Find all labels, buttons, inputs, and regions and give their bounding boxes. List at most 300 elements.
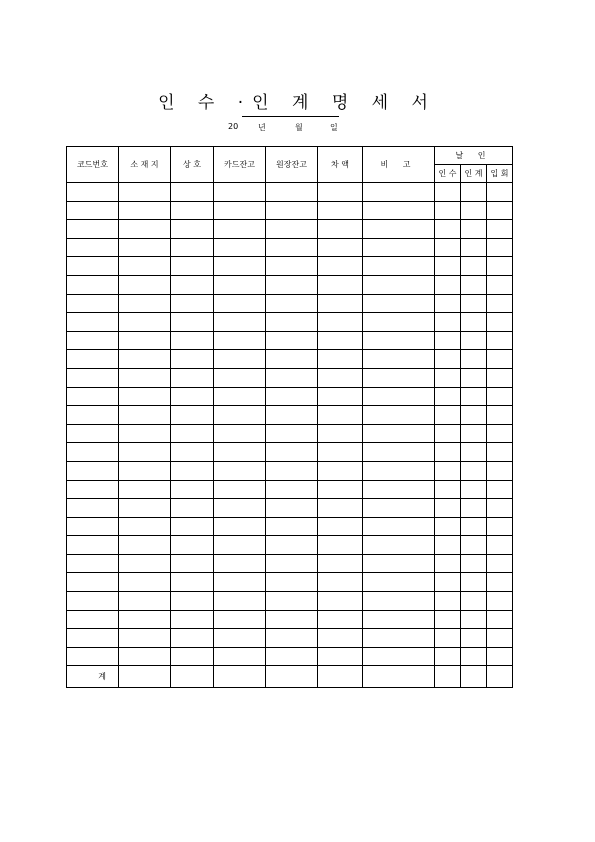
table-cell[interactable] — [487, 201, 513, 220]
table-cell[interactable] — [214, 350, 266, 369]
table-cell[interactable] — [119, 536, 171, 555]
header-card-balance: 카드잔고 — [214, 147, 266, 183]
table-cell[interactable] — [171, 536, 214, 555]
table-cell[interactable] — [119, 238, 171, 257]
table-cell[interactable] — [171, 294, 214, 313]
table-cell[interactable] — [119, 647, 171, 666]
table-cell[interactable] — [435, 238, 461, 257]
table-cell[interactable] — [67, 480, 119, 499]
table-cell[interactable] — [318, 294, 363, 313]
total-cell[interactable] — [171, 666, 214, 688]
table-cell[interactable] — [487, 313, 513, 332]
table-cell[interactable] — [214, 480, 266, 499]
table-cell[interactable] — [318, 443, 363, 462]
table-cell[interactable] — [461, 387, 487, 406]
table-cell[interactable] — [171, 499, 214, 518]
table-cell[interactable] — [461, 424, 487, 443]
table-cell[interactable] — [119, 461, 171, 480]
table-cell[interactable] — [363, 610, 435, 629]
table-cell[interactable] — [67, 499, 119, 518]
table-cell[interactable] — [461, 331, 487, 350]
table-cell[interactable] — [435, 536, 461, 555]
table-cell[interactable] — [171, 238, 214, 257]
table-row — [67, 424, 513, 443]
table-cell[interactable] — [363, 573, 435, 592]
table-cell[interactable] — [119, 573, 171, 592]
table-cell[interactable] — [363, 257, 435, 276]
table-cell[interactable] — [266, 331, 318, 350]
document-title: 인 수 ·인 계 명 세 서 — [158, 93, 437, 113]
table-cell[interactable] — [67, 313, 119, 332]
handover-table — [66, 146, 513, 688]
table-row — [67, 257, 513, 276]
table-cell[interactable] — [435, 629, 461, 648]
table-cell[interactable] — [363, 592, 435, 611]
table-cell[interactable] — [318, 554, 363, 573]
table-cell[interactable] — [435, 294, 461, 313]
table-cell[interactable] — [171, 183, 214, 202]
table-cell[interactable] — [487, 220, 513, 239]
table-cell[interactable] — [67, 573, 119, 592]
table-cell[interactable] — [435, 350, 461, 369]
table-cell[interactable] — [487, 499, 513, 518]
table-cell[interactable] — [318, 387, 363, 406]
table-cell[interactable] — [487, 350, 513, 369]
table-cell[interactable] — [67, 461, 119, 480]
table-cell[interactable] — [318, 257, 363, 276]
table-cell[interactable] — [461, 573, 487, 592]
table-cell[interactable] — [119, 499, 171, 518]
table-cell[interactable] — [266, 313, 318, 332]
table-cell[interactable] — [461, 536, 487, 555]
table-cell[interactable] — [214, 201, 266, 220]
table-cell[interactable] — [67, 220, 119, 239]
table-cell[interactable] — [461, 443, 487, 462]
table-cell[interactable] — [318, 499, 363, 518]
table-cell[interactable] — [214, 629, 266, 648]
date-day-unit: 일 — [330, 123, 338, 132]
table-cell[interactable] — [171, 554, 214, 573]
table-cell[interactable] — [363, 350, 435, 369]
table-cell[interactable] — [119, 350, 171, 369]
table-cell[interactable] — [363, 517, 435, 536]
table-cell[interactable] — [266, 536, 318, 555]
table-row — [67, 592, 513, 611]
table-row — [67, 201, 513, 220]
table-cell[interactable] — [363, 499, 435, 518]
table-cell[interactable] — [171, 406, 214, 425]
table-cell[interactable] — [266, 554, 318, 573]
table-row — [67, 480, 513, 499]
table-cell[interactable] — [214, 220, 266, 239]
table-cell[interactable] — [67, 238, 119, 257]
table-cell[interactable] — [435, 554, 461, 573]
table-cell[interactable] — [171, 368, 214, 387]
table-cell[interactable] — [435, 461, 461, 480]
table-cell[interactable] — [214, 313, 266, 332]
total-row — [67, 666, 513, 688]
total-cell[interactable] — [435, 666, 461, 688]
table-cell[interactable] — [435, 406, 461, 425]
header-location: 소 재 지 — [119, 147, 171, 183]
table-cell[interactable] — [214, 183, 266, 202]
table-cell[interactable] — [119, 183, 171, 202]
table-cell[interactable] — [435, 368, 461, 387]
table-cell[interactable] — [318, 424, 363, 443]
table-cell[interactable] — [487, 257, 513, 276]
table-cell[interactable] — [461, 368, 487, 387]
table-cell[interactable] — [214, 331, 266, 350]
table-cell[interactable] — [363, 183, 435, 202]
table-cell[interactable] — [461, 629, 487, 648]
table-cell[interactable] — [318, 313, 363, 332]
table-cell[interactable] — [119, 424, 171, 443]
table-cell[interactable] — [435, 387, 461, 406]
table-cell[interactable] — [318, 331, 363, 350]
table-cell[interactable] — [487, 554, 513, 573]
table-cell[interactable] — [363, 368, 435, 387]
table-cell[interactable] — [363, 313, 435, 332]
table-cell[interactable] — [119, 517, 171, 536]
table-cell[interactable] — [461, 647, 487, 666]
table-cell[interactable] — [119, 331, 171, 350]
table-cell[interactable] — [435, 499, 461, 518]
table-cell[interactable] — [435, 257, 461, 276]
table-cell[interactable] — [214, 387, 266, 406]
table-cell[interactable] — [461, 238, 487, 257]
table-cell[interactable] — [67, 201, 119, 220]
table-cell[interactable] — [266, 220, 318, 239]
table-cell[interactable] — [363, 480, 435, 499]
table-cell[interactable] — [487, 536, 513, 555]
table-cell[interactable] — [363, 406, 435, 425]
table-row — [67, 220, 513, 239]
table-cell[interactable] — [266, 443, 318, 462]
table-cell[interactable] — [487, 275, 513, 294]
table-cell[interactable] — [318, 183, 363, 202]
table-cell[interactable] — [461, 406, 487, 425]
table-cell[interactable] — [487, 443, 513, 462]
table-cell[interactable] — [119, 387, 171, 406]
total-label: 계 — [67, 666, 119, 688]
table-cell[interactable] — [461, 313, 487, 332]
table-row — [67, 368, 513, 387]
date-year-unit: 년 — [258, 123, 266, 132]
table-cell[interactable] — [435, 275, 461, 294]
table-cell[interactable] — [318, 275, 363, 294]
table-cell[interactable] — [461, 517, 487, 536]
table-cell[interactable] — [461, 554, 487, 573]
table-cell[interactable] — [171, 313, 214, 332]
table-row — [67, 294, 513, 313]
table-cell[interactable] — [171, 350, 214, 369]
table-cell[interactable] — [363, 461, 435, 480]
table-cell[interactable] — [171, 275, 214, 294]
table-cell[interactable] — [266, 368, 318, 387]
table-cell[interactable] — [214, 610, 266, 629]
table-cell[interactable] — [487, 183, 513, 202]
table-row — [67, 517, 513, 536]
table-cell[interactable] — [67, 554, 119, 573]
table-cell[interactable] — [67, 536, 119, 555]
table-cell[interactable] — [171, 480, 214, 499]
table-cell[interactable] — [171, 517, 214, 536]
table-cell[interactable] — [67, 387, 119, 406]
table-cell[interactable] — [67, 592, 119, 611]
table-cell[interactable] — [171, 461, 214, 480]
table-cell[interactable] — [266, 350, 318, 369]
table-cell[interactable] — [318, 610, 363, 629]
table-cell[interactable] — [318, 480, 363, 499]
table-cell[interactable] — [67, 610, 119, 629]
table-cell[interactable] — [171, 629, 214, 648]
table-cell[interactable] — [266, 183, 318, 202]
table-cell[interactable] — [487, 238, 513, 257]
table-cell[interactable] — [363, 647, 435, 666]
table-cell[interactable] — [487, 368, 513, 387]
table-cell[interactable] — [67, 331, 119, 350]
table-cell[interactable] — [171, 257, 214, 276]
table-cell[interactable] — [67, 406, 119, 425]
table-cell[interactable] — [266, 592, 318, 611]
table-cell[interactable] — [363, 536, 435, 555]
table-cell[interactable] — [171, 573, 214, 592]
table-cell[interactable] — [363, 629, 435, 648]
table-cell[interactable] — [214, 257, 266, 276]
table-cell[interactable] — [119, 257, 171, 276]
table-cell[interactable] — [119, 443, 171, 462]
table-cell[interactable] — [487, 424, 513, 443]
table-cell[interactable] — [435, 573, 461, 592]
table-cell[interactable] — [487, 331, 513, 350]
table-cell[interactable] — [363, 275, 435, 294]
table-cell[interactable] — [119, 592, 171, 611]
table-cell[interactable] — [214, 443, 266, 462]
total-cell[interactable] — [119, 666, 171, 688]
table-cell[interactable] — [214, 275, 266, 294]
table-cell[interactable] — [214, 592, 266, 611]
table-row — [67, 629, 513, 648]
table-cell[interactable] — [266, 610, 318, 629]
table-cell[interactable] — [318, 592, 363, 611]
date-year-prefix: 20 — [228, 122, 239, 131]
table-cell[interactable] — [461, 257, 487, 276]
table-cell[interactable] — [67, 443, 119, 462]
table-cell[interactable] — [318, 517, 363, 536]
table-cell[interactable] — [67, 629, 119, 648]
table-cell[interactable] — [435, 517, 461, 536]
table-cell[interactable] — [461, 350, 487, 369]
table-cell[interactable] — [171, 424, 214, 443]
table-cell[interactable] — [67, 350, 119, 369]
table-cell[interactable] — [214, 238, 266, 257]
table-cell[interactable] — [171, 592, 214, 611]
table-cell[interactable] — [318, 406, 363, 425]
table-cell[interactable] — [214, 554, 266, 573]
table-cell[interactable] — [119, 201, 171, 220]
table-cell[interactable] — [318, 350, 363, 369]
header-seal-receiver: 인 수 — [435, 165, 461, 183]
table-cell[interactable] — [487, 480, 513, 499]
table-cell[interactable] — [214, 647, 266, 666]
header-remarks: 비 고 — [363, 147, 435, 183]
table-cell[interactable] — [435, 480, 461, 499]
table-cell[interactable] — [266, 275, 318, 294]
total-cell[interactable] — [487, 666, 513, 688]
table-cell[interactable] — [318, 573, 363, 592]
table-cell[interactable] — [461, 592, 487, 611]
table-cell[interactable] — [363, 201, 435, 220]
table-row — [67, 183, 513, 202]
table-cell[interactable] — [318, 629, 363, 648]
table-cell[interactable] — [119, 610, 171, 629]
table-cell[interactable] — [214, 294, 266, 313]
title-underline — [242, 116, 339, 117]
table-cell[interactable] — [67, 294, 119, 313]
table-cell[interactable] — [67, 368, 119, 387]
table-cell[interactable] — [435, 220, 461, 239]
table-cell[interactable] — [214, 406, 266, 425]
table-cell[interactable] — [318, 368, 363, 387]
table-cell[interactable] — [487, 592, 513, 611]
table-cell[interactable] — [119, 554, 171, 573]
table-cell[interactable] — [318, 238, 363, 257]
table-cell[interactable] — [435, 201, 461, 220]
table-cell[interactable] — [214, 573, 266, 592]
table-cell[interactable] — [487, 387, 513, 406]
table-cell[interactable] — [363, 554, 435, 573]
table-cell[interactable] — [171, 387, 214, 406]
table-row — [67, 331, 513, 350]
table-cell[interactable] — [487, 406, 513, 425]
table-cell[interactable] — [487, 647, 513, 666]
table-cell[interactable] — [266, 201, 318, 220]
table-cell[interactable] — [487, 517, 513, 536]
table-cell[interactable] — [67, 647, 119, 666]
table-cell[interactable] — [461, 294, 487, 313]
table-cell[interactable] — [119, 629, 171, 648]
table-cell[interactable] — [119, 275, 171, 294]
table-cell[interactable] — [266, 406, 318, 425]
table-cell[interactable] — [435, 424, 461, 443]
total-cell[interactable] — [266, 666, 318, 688]
table-cell[interactable] — [363, 220, 435, 239]
table-cell[interactable] — [461, 220, 487, 239]
table-cell[interactable] — [363, 424, 435, 443]
table-row — [67, 313, 513, 332]
table-cell[interactable] — [214, 517, 266, 536]
table-cell[interactable] — [214, 368, 266, 387]
table-cell[interactable] — [119, 480, 171, 499]
table-cell[interactable] — [435, 331, 461, 350]
table-cell[interactable] — [266, 257, 318, 276]
table-cell[interactable] — [119, 313, 171, 332]
total-cell[interactable] — [214, 666, 266, 688]
table-cell[interactable] — [487, 294, 513, 313]
table-cell[interactable] — [119, 368, 171, 387]
table-cell[interactable] — [266, 238, 318, 257]
table-cell[interactable] — [461, 275, 487, 294]
table-cell[interactable] — [171, 443, 214, 462]
total-cell[interactable] — [318, 666, 363, 688]
table-cell[interactable] — [266, 647, 318, 666]
table-cell[interactable] — [435, 183, 461, 202]
table-cell[interactable] — [266, 517, 318, 536]
header-difference: 차 액 — [318, 147, 363, 183]
table-cell[interactable] — [435, 647, 461, 666]
table-cell[interactable] — [266, 629, 318, 648]
table-row — [67, 647, 513, 666]
table-cell[interactable] — [363, 331, 435, 350]
table-cell[interactable] — [266, 499, 318, 518]
table-cell[interactable] — [363, 294, 435, 313]
table-cell[interactable] — [461, 480, 487, 499]
table-cell[interactable] — [461, 499, 487, 518]
total-cell[interactable] — [461, 666, 487, 688]
table-cell[interactable] — [266, 461, 318, 480]
table-row — [67, 350, 513, 369]
table-cell[interactable] — [435, 610, 461, 629]
header-name: 상 호 — [171, 147, 214, 183]
table-cell[interactable] — [363, 387, 435, 406]
table-cell[interactable] — [266, 573, 318, 592]
table-cell[interactable] — [435, 443, 461, 462]
table-cell[interactable] — [318, 536, 363, 555]
table-cell[interactable] — [214, 424, 266, 443]
table-cell[interactable] — [119, 220, 171, 239]
table-cell[interactable] — [171, 201, 214, 220]
table-cell[interactable] — [266, 424, 318, 443]
table-cell[interactable] — [266, 480, 318, 499]
table-cell[interactable] — [67, 257, 119, 276]
table-cell[interactable] — [171, 647, 214, 666]
table-cell[interactable] — [214, 461, 266, 480]
table-cell[interactable] — [363, 238, 435, 257]
table-cell[interactable] — [119, 294, 171, 313]
date-month-unit: 월 — [295, 123, 303, 132]
table-cell[interactable] — [435, 313, 461, 332]
table-cell[interactable] — [67, 517, 119, 536]
table-cell[interactable] — [318, 647, 363, 666]
table-cell[interactable] — [363, 443, 435, 462]
table-cell[interactable] — [318, 220, 363, 239]
table-cell[interactable] — [487, 610, 513, 629]
table-cell[interactable] — [266, 294, 318, 313]
table-cell[interactable] — [461, 610, 487, 629]
table-cell[interactable] — [435, 592, 461, 611]
table-cell[interactable] — [487, 573, 513, 592]
table-cell[interactable] — [67, 424, 119, 443]
table-row — [67, 275, 513, 294]
table-cell[interactable] — [318, 201, 363, 220]
table-cell[interactable] — [171, 610, 214, 629]
table-cell[interactable] — [67, 183, 119, 202]
table-cell[interactable] — [266, 387, 318, 406]
table-cell[interactable] — [67, 275, 119, 294]
table-cell[interactable] — [214, 499, 266, 518]
table-cell[interactable] — [318, 461, 363, 480]
table-cell[interactable] — [461, 461, 487, 480]
table-cell[interactable] — [461, 183, 487, 202]
table-cell[interactable] — [487, 461, 513, 480]
table-cell[interactable] — [171, 220, 214, 239]
table-cell[interactable] — [487, 629, 513, 648]
table-cell[interactable] — [171, 331, 214, 350]
total-cell[interactable] — [363, 666, 435, 688]
table-cell[interactable] — [119, 406, 171, 425]
table-cell[interactable] — [214, 536, 266, 555]
table-cell[interactable] — [461, 201, 487, 220]
